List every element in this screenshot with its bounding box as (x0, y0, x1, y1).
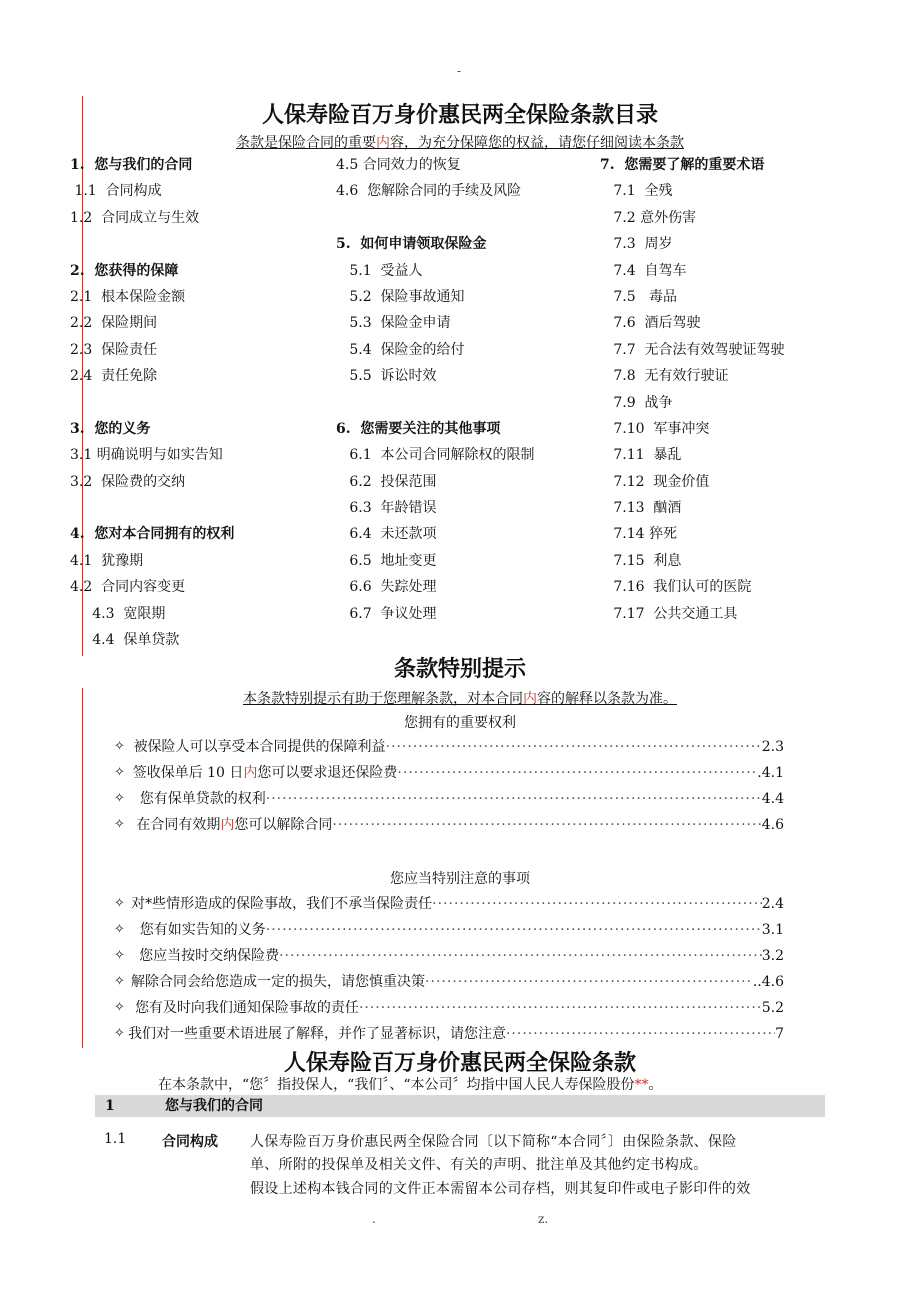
tip-row (114, 786, 784, 812)
tip-reference: 5.2 (761, 1000, 784, 1016)
toc-entry: 7.3 周岁 (600, 236, 673, 253)
dot-leader (359, 995, 762, 1021)
toc-entry: 7. 您需要了解的重要术语 (600, 157, 765, 173)
toc-entry: 1.2 合同成立与生效 (70, 209, 200, 226)
toc-entry: 4.2 合同内容变更 (70, 579, 186, 596)
tip-text: 对*些情形造成的保险事故，我们不承当保险责任 (131, 896, 433, 912)
toc-entry: 2.4 责任免除 (70, 368, 158, 385)
section-header-bar (95, 1095, 825, 1117)
dot-leader (266, 917, 762, 943)
rights-list (114, 734, 784, 838)
tip-reference: 7 (775, 1026, 784, 1042)
tip-row (114, 969, 784, 995)
tip-reference: .4.1 (757, 765, 784, 781)
diamond-bullet-icon: ✧ (114, 1000, 125, 1015)
dot-leader (506, 1021, 775, 1047)
item-number: 1.1 (104, 1131, 127, 1147)
toc-entry: 2. 您获得的保障 (70, 262, 179, 279)
tip-text: 被保险人可以享受本合同提供的保障利益 (133, 739, 386, 755)
toc-entry (336, 205, 535, 231)
diamond-bullet-icon: ✧ (114, 974, 125, 989)
toc-subtitle: 条款是保险合同的重要内容，为充分保障您的权益，请您仔细阅读本条款 (236, 135, 684, 151)
toc-entry: 1.1 合同构成 (70, 183, 162, 200)
toc-entry: 4. 您对本合同拥有的权利 (70, 526, 235, 543)
diamond-bullet-icon: ✧ (114, 922, 125, 937)
toc-entry: 6.3 年龄错误 (336, 500, 437, 517)
tip-reference: 3.2 (761, 948, 784, 964)
clause-text-line: 人保寿险百万身价惠民两全保险合同〔以下简称“本合同〞〕由保险条款、保险 (250, 1134, 737, 1150)
toc-entry: 7.17 公共交通工具 (600, 605, 738, 622)
toc-column-3 (600, 152, 785, 627)
rights-heading: 您拥有的重要权利 (404, 715, 516, 731)
toc-entry: 4.6 您解除合同的手续及风险 (336, 183, 522, 200)
toc-entry (70, 495, 234, 521)
tip-text: 您有及时向我们通知保险事故的责任 (134, 1000, 359, 1016)
tip-reference: ..4.6 (752, 974, 784, 990)
toc-entry: 5.2 保险事故通知 (336, 288, 465, 305)
toc-entry: 6.7 争议处理 (336, 605, 437, 622)
tip-row (114, 734, 784, 760)
toc-entry: 4.5 合同效力的恢复 (336, 157, 461, 173)
notices-heading: 您应当特别注意的事项 (390, 871, 530, 887)
clauses-intro: 在本条款中，“您〞指投保人，“我们〞、“本公司〞均指中国人民人寿保险股份**。 (158, 1077, 663, 1093)
diamond-bullet-icon: ✧ (114, 791, 125, 806)
toc-entry: 7.15 利息 (600, 552, 682, 569)
toc-entry: 5.5 诉讼时效 (336, 368, 437, 385)
toc-entry: 5. 如何申请领取保险金 (336, 236, 487, 253)
tip-text: 我们对一些重要术语进展了解释，并作了显著标识，请您注意 (127, 1026, 506, 1042)
toc-entry: 2.1 根本保险金额 (70, 288, 186, 305)
tip-reference: 4.4 (761, 791, 784, 807)
toc-entry: 1. 您与我们的合同 (70, 157, 193, 173)
header-marker: - (457, 64, 462, 78)
tip-row (114, 891, 784, 917)
toc-entry: 7.10 军事冲突 (600, 420, 710, 437)
toc-entry: 7.9 战争 (600, 394, 673, 411)
toc-entry: 7.13 酗酒 (600, 500, 682, 517)
toc-entry: 4.4 保单贷款 (70, 632, 180, 649)
toc-entry: 6.6 失踪处理 (336, 579, 437, 596)
dot-leader (425, 969, 753, 995)
toc-entry: 7.12 现金价值 (600, 473, 710, 490)
tip-row (114, 760, 784, 786)
diamond-bullet-icon: ✧ (114, 1026, 125, 1041)
toc-entry: 6.5 地址变更 (336, 552, 437, 569)
diamond-bullet-icon: ✧ (114, 765, 125, 780)
tip-row (114, 1021, 784, 1047)
toc-entry: 3. 您的义务 (70, 420, 151, 437)
toc-entry: 7.4 自驾车 (600, 262, 687, 279)
section-title: 您与我们的合同 (165, 1098, 263, 1114)
toc-entry: 4.1 犹豫期 (70, 552, 144, 569)
toc-entry: 5.4 保险金的给付 (336, 341, 465, 358)
footer-right: z. (538, 1212, 549, 1226)
toc-entry: 6.2 投保范围 (336, 473, 437, 490)
tip-row (114, 943, 784, 969)
toc-title: 人保寿险百万身价惠民两全保险条款目录 (261, 102, 658, 128)
toc-entry: 7.7 无合法有效驾驶证驾驶 (600, 341, 785, 358)
toc-entry: 7.11 暴乱 (600, 447, 682, 464)
toc-column-1 (70, 152, 234, 653)
diamond-bullet-icon: ✧ (114, 948, 125, 963)
tip-row (114, 995, 784, 1021)
tip-reference: 2.3 (761, 739, 784, 755)
dot-leader (266, 786, 762, 812)
tip-reference: 4.6 (761, 817, 784, 833)
toc-entry: 2.2 保险期间 (70, 315, 158, 332)
toc-entry: 2.3 保险责任 (70, 341, 158, 358)
tips-subtitle: 本条款特别提示有助于您理解条款，对本合同内容的解释以条款为准。 (243, 691, 677, 707)
toc-entry: 6.4 未还款项 (336, 526, 437, 543)
tip-text: 在合同有效期内您可以解除合同 (136, 817, 333, 833)
tip-text: 您有保单贷款的权利 (139, 791, 266, 807)
toc-entry: 6.1 本公司合同解除权的限制 (336, 447, 535, 464)
footer-left: . (372, 1212, 376, 1226)
tip-row (114, 812, 784, 838)
toc-column-2 (336, 152, 535, 627)
toc-entry: 5.3 保险金申请 (336, 315, 451, 332)
tip-text: 您应当按时交纳保险费 (139, 948, 280, 964)
toc-entry: 3.2 保险费的交纳 (70, 473, 186, 490)
toc-entry: 7.6 酒后驾驶 (600, 315, 701, 332)
diamond-bullet-icon: ✧ (114, 817, 125, 832)
toc-entry: 3.1 明确说明与如实告知 (70, 447, 223, 464)
tip-text: 您有如实告知的义务 (139, 922, 266, 938)
diamond-bullet-icon: ✧ (114, 896, 125, 911)
dot-leader (332, 812, 761, 838)
tip-reference: 2.4 (761, 896, 784, 912)
clauses-title: 人保寿险百万身价惠民两全保险条款 (283, 1050, 636, 1076)
toc-entry: 7.16 我们认可的医院 (600, 579, 752, 596)
clause-text-line: 单、所附的投保单及相关文件、有关的声明、批注单及其他约定书构成。 (250, 1157, 708, 1173)
tip-text: 签收保单后 10 日内您可以要求退还保险费 (132, 765, 398, 781)
dot-leader (432, 891, 762, 917)
toc-entry: 7.1 全残 (600, 183, 673, 200)
dot-leader (386, 734, 762, 760)
tips-title: 条款特别提示 (393, 656, 526, 682)
tip-text: 解除合同会给您造成一定的损失，请您慎重决策 (131, 974, 426, 990)
clause-text-line: 假设上述构本钱合同的文件正本需留本公司存档，则其复印件或电子影印件的效 (250, 1181, 751, 1197)
dot-leader (279, 943, 762, 969)
toc-entry (70, 390, 234, 416)
tip-reference: 3.1 (761, 922, 784, 938)
toc-entry: 6. 您需要关注的其他事项 (336, 420, 501, 437)
notices-list (114, 891, 784, 1047)
section-number: 1 (105, 1098, 115, 1114)
toc-entry: 7.14 猝死 (600, 526, 677, 543)
toc-entry (336, 390, 535, 416)
toc-entry: 7.5 毒品 (600, 288, 677, 305)
tip-row (114, 917, 784, 943)
toc-entry: 7.2 意外伤害 (600, 209, 697, 226)
diamond-bullet-icon: ✧ (114, 739, 125, 754)
item-title: 合同构成 (162, 1134, 218, 1150)
toc-entry: 7.8 无有效行驶证 (600, 368, 729, 385)
dot-leader (397, 760, 757, 786)
toc-entry: 4.3 宽限期 (70, 605, 166, 622)
toc-entry: 5.1 受益人 (336, 262, 423, 279)
toc-entry (70, 231, 234, 257)
